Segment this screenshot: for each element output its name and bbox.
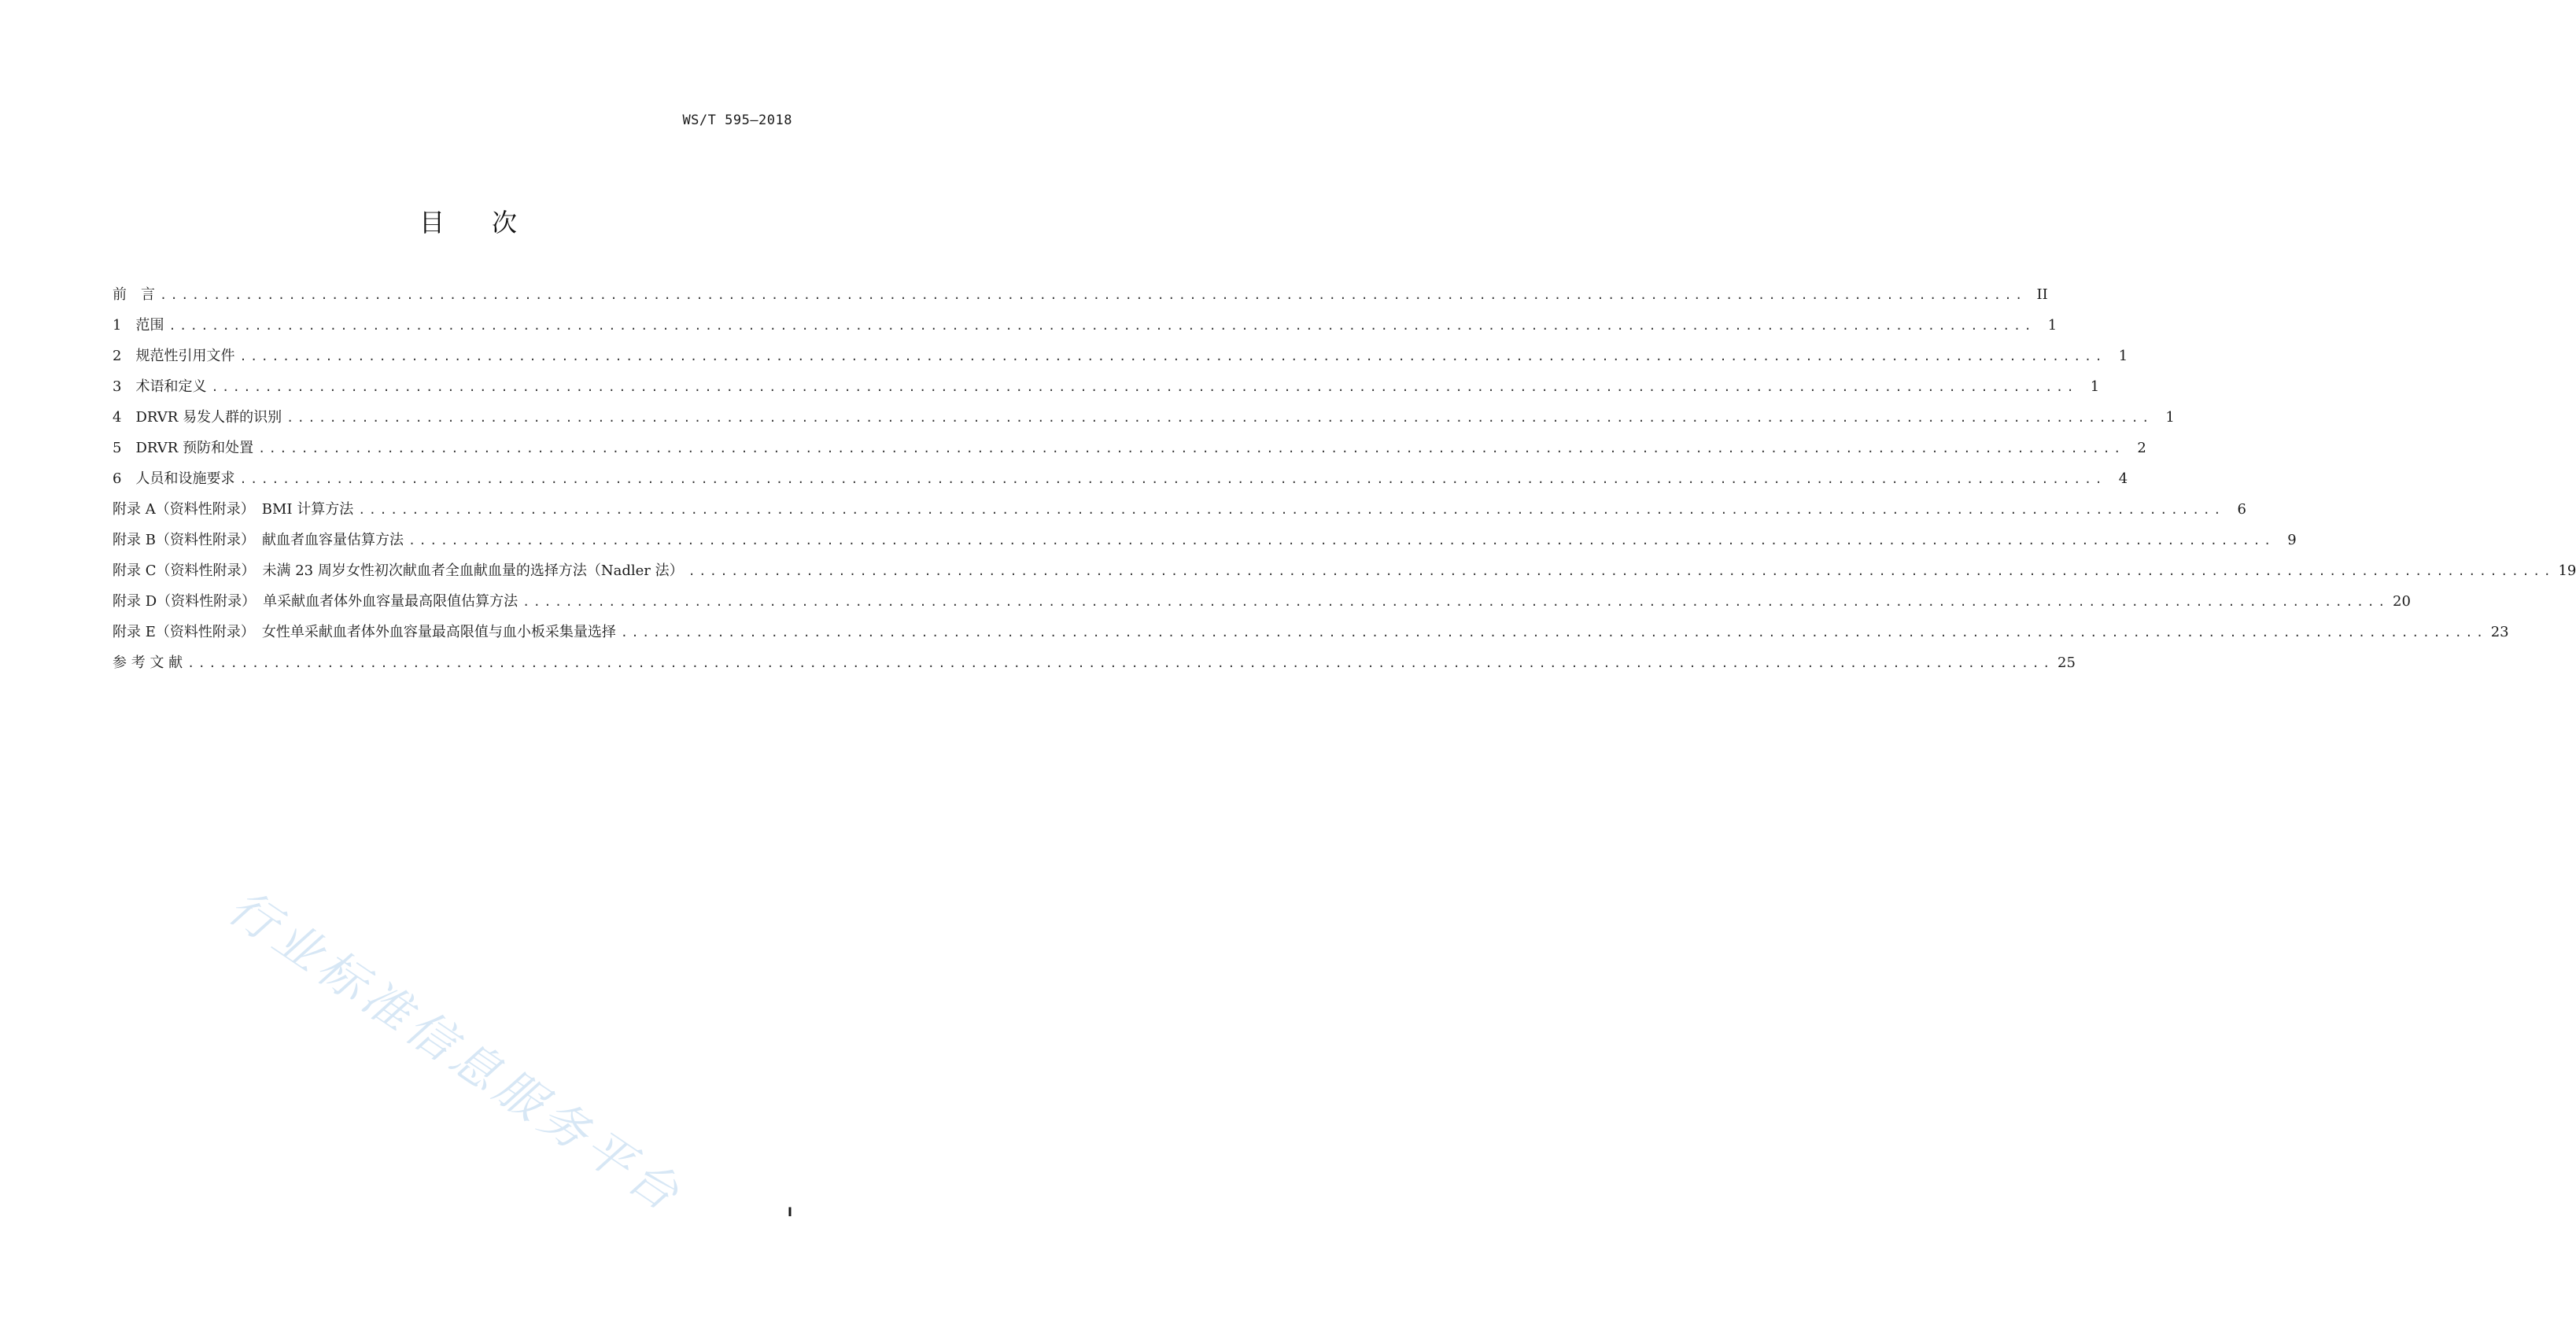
toc-entry-page: 9 <box>2287 532 2297 548</box>
toc-entry-page: 6 <box>2237 501 2246 518</box>
toc-entry-1[interactable] <box>113 310 2057 341</box>
toc-entry-label: BMI 计算方法 <box>261 501 354 518</box>
title-char-1: 目 <box>419 208 445 238</box>
toc-entry-prefix: 附录 E（资料性附录） <box>113 624 262 640</box>
toc-entry-page: 4 <box>2118 470 2128 487</box>
toc-entry-label: 单采献血者体外血容量最高限值估算方法 <box>263 593 519 610</box>
toc-entry-page: 1 <box>2047 317 2057 334</box>
toc-entry-page: 2 <box>2137 440 2146 456</box>
toc-entry-label: DRVR 易发人群的识别 <box>135 409 282 426</box>
toc-leader-dots: .............................................................................................................................................................................. <box>286 411 2153 425</box>
toc-entry-2[interactable] <box>113 341 2128 371</box>
toc-entry-page: 23 <box>2490 624 2509 640</box>
watermark: 行业标准信息服务平台 <box>218 880 693 1225</box>
toc-entry-prefix: 4 <box>113 409 136 426</box>
toc-entry-page: 19 <box>2558 562 2576 579</box>
toc-leader-dots: .............................................................................................................................................................................. <box>258 441 2124 455</box>
toc-entry-prefix: 附录 C（资料性附录） <box>113 562 263 579</box>
toc-entry-page: 20 <box>2393 593 2411 610</box>
standard-code: WS/T 595—2018 <box>682 112 792 128</box>
toc-entry-appendix-d[interactable] <box>113 586 2411 617</box>
toc-leader-dots: .............................................................................................................................................................................. <box>168 319 2035 333</box>
toc-leader-dots: .............................................................................................................................................................................. <box>688 564 2555 578</box>
toc-entry-label: DRVR 预防和处置 <box>135 440 254 456</box>
toc-entry-appendix-c[interactable] <box>113 555 2576 586</box>
toc-entry-prefix: 附录 D（资料性附录） <box>113 593 264 610</box>
toc-entry-prefix: 6 <box>113 470 136 487</box>
toc-leader-dots: .............................................................................................................................................................................. <box>211 380 2078 394</box>
toc-leader-dots: .............................................................................................................................................................................. <box>358 503 2224 517</box>
toc-entry-foreword[interactable] <box>113 279 2048 310</box>
toc-entry-page: II <box>2036 286 2048 303</box>
toc-entry-label: 献血者血容量估算方法 <box>261 532 404 548</box>
toc-entry-prefix: 参 考 文 献 <box>113 655 183 671</box>
toc-entry-6[interactable] <box>113 463 2128 494</box>
toc-entry-5[interactable] <box>113 433 2146 463</box>
toc-leader-dots: .............................................................................................................................................................................. <box>187 656 2054 670</box>
toc-entry-label: 范围 <box>135 317 164 334</box>
toc-entry-appendix-e[interactable] <box>113 617 2509 647</box>
toc-entry-3[interactable] <box>113 371 2100 402</box>
toc-entry-prefix: 1 <box>113 317 136 334</box>
toc-entry-label: 人员和设施要求 <box>135 470 235 487</box>
toc-leader-dots: .............................................................................................................................................................................. <box>239 349 2106 363</box>
toc-leader-dots: .............................................................................................................................................................................. <box>522 595 2389 609</box>
toc-entry-label: 未满 23 周岁女性初次献血者全血献血量的选择方法（Nadler 法） <box>262 562 684 579</box>
table-of-contents <box>113 279 2576 678</box>
toc-entry-appendix-b[interactable] <box>113 525 2297 555</box>
toc-leader-dots: .............................................................................................................................................................................. <box>239 472 2106 486</box>
toc-entry-label: 女性单采献血者体外血容量最高限值与血小板采集量选择 <box>261 624 616 640</box>
toc-entry-page: 1 <box>2090 378 2100 395</box>
toc-entry-references[interactable] <box>113 647 2076 678</box>
page-number: I <box>788 1204 792 1219</box>
toc-leader-dots: .............................................................................................................................................................................. <box>408 533 2275 548</box>
page-title <box>0 203 936 239</box>
toc-entry-4[interactable] <box>113 402 2175 433</box>
toc-entry-prefix: 附录 A（资料性附录） <box>113 501 262 518</box>
toc-entry-prefix: 2 <box>113 348 136 364</box>
toc-entry-prefix: 3 <box>113 378 136 395</box>
title-char-2: 次 <box>492 208 518 238</box>
toc-entry-page: 1 <box>2118 348 2128 364</box>
toc-entry-page: 25 <box>2057 655 2076 671</box>
toc-entry-appendix-a[interactable] <box>113 494 2246 525</box>
toc-leader-dots: .............................................................................................................................................................................. <box>620 625 2487 640</box>
toc-entry-label: 规范性引用文件 <box>135 348 235 364</box>
toc-entry-page: 1 <box>2165 409 2175 426</box>
toc-entry-label: 术语和定义 <box>135 378 207 395</box>
toc-entry-prefix: 5 <box>113 440 136 456</box>
toc-entry-prefix: 附录 B（资料性附录） <box>113 532 262 548</box>
toc-leader-dots: .............................................................................................................................................................................. <box>160 288 2026 302</box>
toc-entry-prefix: 前 言 <box>113 286 155 303</box>
